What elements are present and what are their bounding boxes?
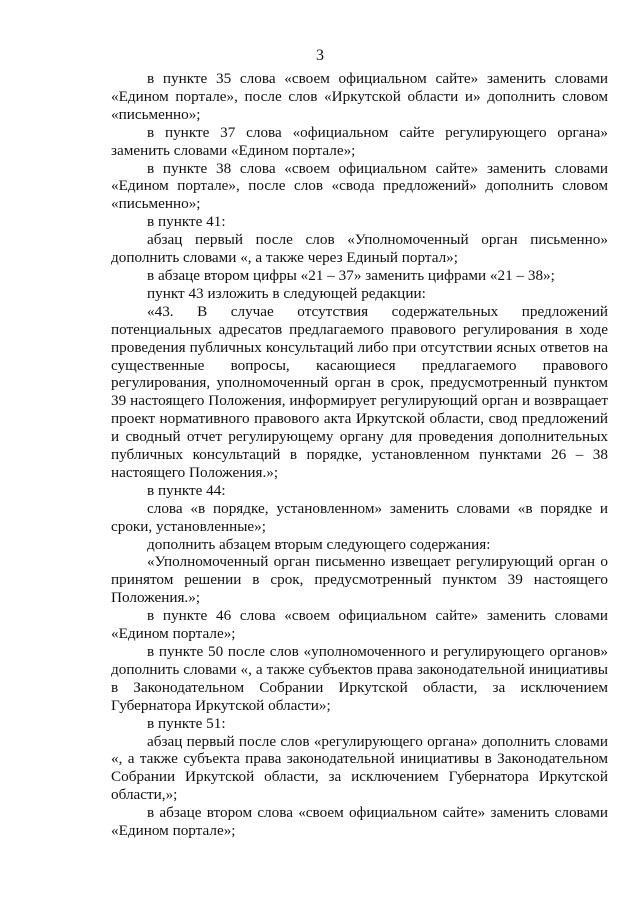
paragraph: «43. В случае отсутствия содержательных предложений потенциальных адресатов предлагаемого правового регулирования в ходе проведения публичных консультаций либо при отсутствии ясных ответов на существенные вопросы, касающиеся предлагаемого правового регулирования, уполномоченный орган в срок, предусмотренный пунктом 39 настоящего Положения, информирует регулирующий орган и возвращает проект нормативного правового акта Иркутской области, свод предложений и сводный отчет регулирующему органу для проведения дополнительных публичных консультаций в порядке, установленном пунктами 26 – 38 настоящего Положения.»; bbox=[111, 302, 608, 481]
paragraph: в пункте 44: bbox=[147, 481, 226, 499]
paragraph: абзац первый после слов «регулирующего органа» дополнить словами «, а также субъекта права законодательной инициативы в Законодательном Собрании Иркутской области, за исключением Губернатора Иркутской области,»; bbox=[111, 732, 608, 804]
paragraph: «Уполномоченный орган письменно извещает регулирующий орган о принятом решении в срок, предусмотренный пунктом 39 настоящего Положения.»; bbox=[111, 553, 608, 607]
paragraph: абзац первый после слов «Уполномоченный орган письменно» дополнить словами «, а также через Единый портал»; bbox=[111, 231, 608, 267]
paragraph: слова «в порядке, установленном» заменить словами «в порядке и сроки, установленные»; bbox=[111, 499, 608, 535]
paragraph: в пункте 37 слова «официальном сайте регулирующего органа» заменить словами «Едином портале»; bbox=[111, 123, 608, 159]
paragraph: в абзаце втором слова «своем официальном сайте» заменить словами «Едином портале»; bbox=[111, 804, 608, 840]
paragraph: в пункте 35 слова «своем официальном сайте» заменить словами «Едином портале», после слов «Иркутской области и» дополнить словом «письменно»; bbox=[111, 70, 608, 123]
paragraph: в пункте 46 слова «своем официальном сайте» заменить словами «Едином портале»; bbox=[111, 607, 608, 643]
paragraph: дополнить абзацем вторым следующего содержания: bbox=[147, 535, 491, 553]
document-body bbox=[111, 70, 608, 840]
paragraph: в пункте 50 после слов «уполномоченного и регулирующего органов» дополнить словами «, а также субъектов права законодательной инициативы в Законодательном Собрании Иркутской области, за исключением Губернатора Иркутской области»; bbox=[111, 643, 608, 714]
paragraph: в пункте 38 слова «своем официальном сайте» заменить словами «Едином портале», после слов «свода предложений» дополнить словом «письменно»; bbox=[111, 159, 608, 213]
paragraph: в пункте 51: bbox=[147, 714, 226, 732]
paragraph: пункт 43 изложить в следующей редакции: bbox=[147, 284, 426, 302]
paragraph: в пункте 41: bbox=[147, 213, 226, 231]
page-number: 3 bbox=[316, 47, 324, 64]
paragraph: в абзаце втором цифры «21 – 37» заменить цифрами «21 – 38»; bbox=[147, 266, 555, 284]
